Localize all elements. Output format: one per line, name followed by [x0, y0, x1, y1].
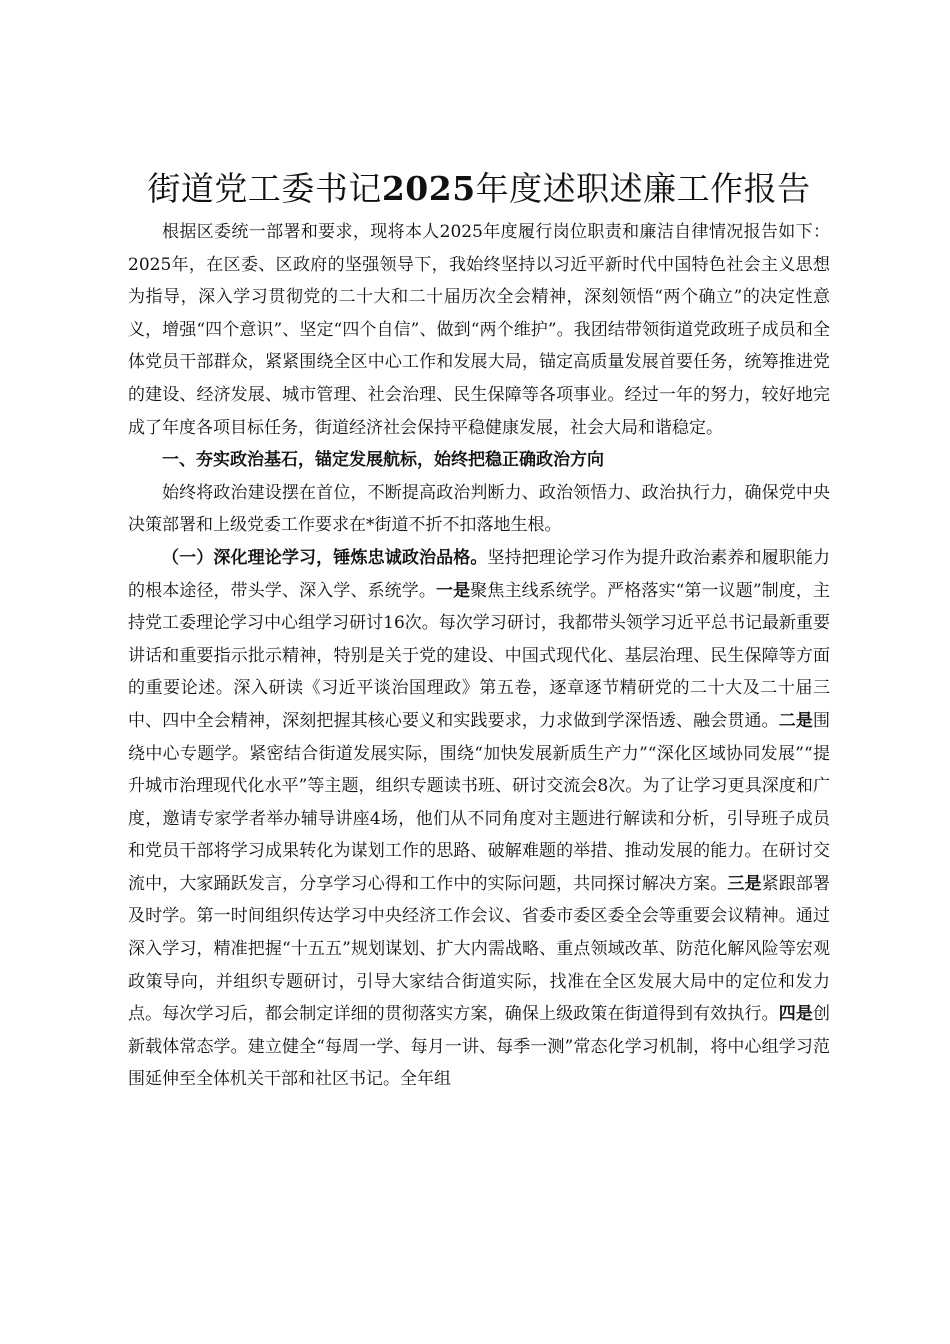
- subsection-1-heading: （一）深化理论学习，锤炼忠诚政治品格。: [162, 547, 488, 568]
- subsection-1-text-4: 紧跟部署及时学。第一时间组织传达学习中央经济工作会议、省委市委区委全会等重要会议精神。通过深入学习，精准把握“十五五”规划谋划、扩大内需战略、重点领域改革、防范化解风险等宏观政策导向，并组织专题研讨，引导大家结合街道实际，找准在全区发展大局中的定位和发力点。每次学习后，都会制定详细的贯彻落实方案，确保上级政策在街道得到有效执行。: [128, 873, 830, 1025]
- title-suffix: 年度述职述廉工作报告: [475, 169, 811, 208]
- subsection-1-text-3: 围绕中心专题学。紧密结合街道发展实际，围绕“加快发展新质生产力”“深化区域协同发展”“提升城市治理现代化水平”等主题，组织专题读书班、研讨交流会8次。为了让学习更具深度和广度，邀请专家学者举办辅导讲座4场，他们从不同角度对主题进行解读和分析，引导班子成员和党员干部将学习成果转化为谋划工作的思路、破解难题的举措、推动发展的能力。在研讨交流中，大家踊跃发言，分享学习心得和工作中的实际问题，共同探讨解决方案。: [128, 710, 830, 894]
- point-label-3: 三是: [727, 873, 762, 894]
- title-year: 2025: [381, 169, 476, 208]
- section-1-heading: 一、夯实政治基石，锚定发展航标，始终把稳正确政治方向: [162, 450, 604, 471]
- document-page: [128, 164, 830, 1096]
- subsection-1-text-5: 创新载体常态学。建立健全“每周一学、每月一讲、每季一测”常态化学习机制，将中心组学习范围延伸至全体机关干部和社区书记。全年组: [128, 1004, 830, 1090]
- document-title: [128, 164, 830, 214]
- subsection-1-text-2: 聚焦主线系统学。严格落实“第一议题”制度，主持党工委理论学习中心组学习研讨16次。每次学习研讨，我都带头领学习近平总书记最新重要讲话和重要指示批示精神，特别是关于党的建设、中国式现代化、基层治理、民生保障等方面的重要论述。深入研读《习近平谈治国理政》第五卷，逐章逐节精研党的二十大及二十届三中、四中全会精神，深刻把握其核心要义和实践要求，力求做到学深悟透、融会贯通。: [128, 580, 831, 731]
- section-1-intro-paragraph: 始终将政治建设摆在首位，不断提高政治判断力、政治领悟力、政治执行力，确保党中央决策部署和上级党委工作要求在*街道不折不扣落地生根。: [128, 482, 830, 536]
- point-label-2: 二是: [778, 710, 813, 731]
- subsection-1-text-1: 坚持把理论学习作为提升政治素养和履职能力的根本途径，带头学、深入学、系统学。: [128, 547, 830, 601]
- point-label-4: 四是: [778, 1004, 813, 1025]
- intro-paragraph: 根据区委统一部署和要求，现将本人2025年度履行岗位职责和廉洁自律情况报告如下：2025年，在区委、区政府的坚强领导下，我始终坚持以习近平新时代中国特色社会主义思想为指导，深入学习贯彻党的二十大和二十届历次全会精神，深刻领悟“两个确立”的决定性意义，增强“四个意识”、坚定“四个自信”、做到“两个维护”。我团结带领街道党政班子成员和全体党员干部群众，紧紧围绕全区中心工作和发展大局，锚定高质量发展首要任务，统筹推进党的建设、经济发展、城市管理、社会治理、民生保障等各项事业。经过一年的努力，较好地完成了年度各项目标任务，街道经济社会保持平稳健康发展，社会大局和谐稳定。: [128, 222, 830, 438]
- point-label-1: 一是: [436, 580, 471, 601]
- title-prefix: 街道党工委书记: [147, 169, 382, 208]
- subsection-1-paragraph: [128, 542, 830, 1096]
